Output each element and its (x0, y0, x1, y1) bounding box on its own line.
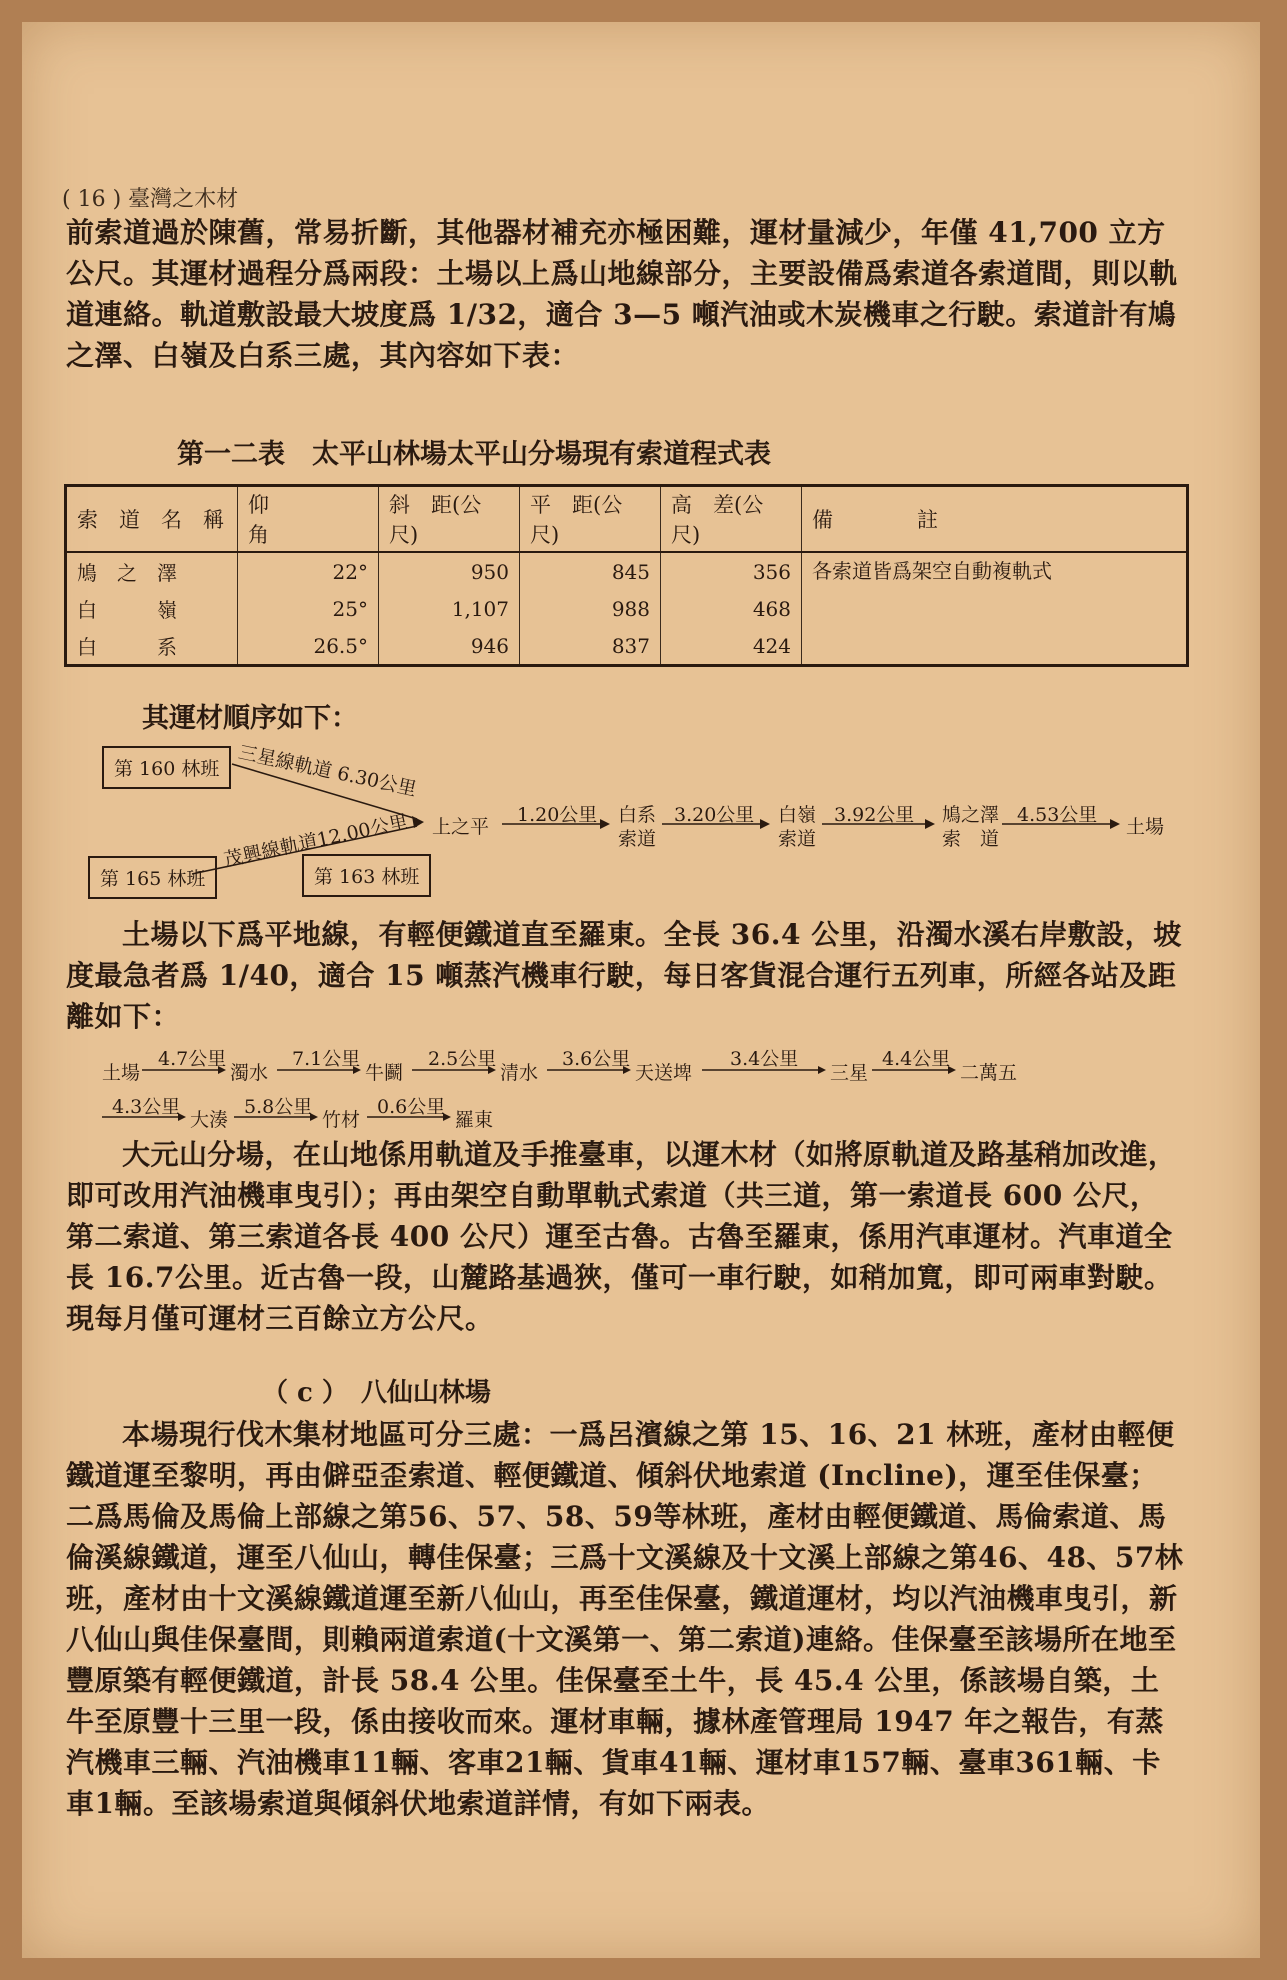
page-header (62, 182, 238, 213)
dist-2: 3.20公里 (674, 804, 755, 826)
node-baixi-sub: 索道 (618, 828, 657, 850)
cell-name: 鳩 之 澤 (66, 552, 238, 590)
paragraph-3: 大元山分場，在山地係用軌道及手推臺車，以運木材（如將原軌道及路基稍加改進，即可改用汽油機車曳引）；再由架空自動單軌式索道（共三道，第一索道長 600 公尺，第二索道、第三索道各長 400 公尺）運至古魯。古魯至羅東，係用汽車運材。汽車道全長 16.7公里。近古魯一段，山麓路基過狹，僅可一車行駛，如稍加寬，即可兩車對駛。現每月僅可運材三百餘立方公尺。 (66, 1138, 1177, 1335)
cell-slope: 946 (379, 627, 520, 666)
cell-note: 各索道皆爲架空自動複軌式 (802, 552, 1188, 666)
cell-name: 白 系 (66, 627, 238, 666)
cell-slope: 950 (379, 552, 520, 590)
node-jiuzhize: 鳩之澤 (942, 804, 1000, 826)
forest-block-165-box: 第 165 林班 (88, 856, 217, 899)
distance: 3.6公里 (562, 1048, 631, 1070)
dist-3: 3.92公里 (834, 804, 915, 826)
distance: 7.1公里 (292, 1048, 361, 1070)
node-baixi: 白系 (618, 804, 657, 826)
sanxing-railway-label: 三星線軌道 6.30公里 (236, 741, 419, 801)
station: 大湊 (190, 1109, 229, 1131)
cell-height: 468 (661, 590, 802, 627)
cell-horizontal: 988 (520, 590, 661, 627)
col-slope: 斜 距(公尺) (379, 486, 520, 553)
station: 竹材 (322, 1109, 361, 1131)
document-page (22, 22, 1260, 1958)
flow-intro: 其運材順序如下： (142, 703, 358, 734)
station: 清水 (500, 1062, 539, 1084)
distance: 2.5公里 (428, 1048, 497, 1070)
dist-4: 4.53公里 (1017, 804, 1098, 826)
node-bailing: 白嶺 (778, 804, 817, 826)
forest-block-163-box: 第 163 林班 (302, 854, 431, 897)
col-height: 高 差(公尺) (661, 486, 802, 553)
paragraph-4: 本場現行伐木集材地區可分三處：一爲呂濱線之第 15、16、21 林班，產材由輕便鐵道運至黎明，再由僻亞歪索道、輕便鐵道、傾斜伏地索道 (Incline)，運至佳保臺；二爲馬倫及馬倫上部線之第56、57、58、59等林班，產材由輕便鐵道、馬倫索道、馬倫溪線鐵道，運至八仙山，轉佳保臺；三爲十文溪線及十文溪上部線之第46、48、57林班，產材由十文溪線鐵道運至新八仙山，再至佳保臺，鐵道運材，均以汽油機車曳引，新八仙山與佳保臺間，則賴兩道索道(十文溪第一、第二索道)連絡。佳保臺至該場所在地至豐原築有輕便鐵道，計長 58.4 公里。佳保臺至土牛，長 45.4 公里，係該場自築，土牛至原豐十三里一段，係由接收而來。運材車輛，據林產管理局 1947 年之報告，有蒸汽機車三輛、汽油機車11輛、客車21輛、貨車41輛、運材車157輛、臺車361輛、卡車1輛。至該場索道與傾斜伏地索道詳情，有如下兩表。 (66, 1418, 1184, 1820)
page-number: ( 16 ) (62, 187, 122, 212)
cell-height: 424 (661, 627, 802, 666)
cell-horizontal: 837 (520, 627, 661, 666)
col-horizontal: 平 距(公尺) (520, 486, 661, 553)
running-title: 臺灣之木材 (128, 187, 239, 212)
paragraph-2: 土場以下爲平地線，有輕便鐵道直至羅東。全長 36.4 公里，沿濁水溪右岸敷設，坡度最急者爲 1/40，適合 15 噸蒸汽機車行駛，每日客貨混合運行五列車，所經各站及距離如下： (66, 918, 1182, 1033)
transport-flow-diagram (62, 734, 1212, 909)
section-heading-c: （ c ） 八仙山林場 (262, 1378, 491, 1408)
route-arrows (62, 1042, 1212, 1142)
cell-name: 白 嶺 (66, 590, 238, 627)
node-bailing-sub: 索道 (778, 828, 817, 850)
cell-angle: 22° (238, 552, 379, 590)
distance: 5.8公里 (244, 1096, 313, 1118)
cell-angle: 25° (238, 590, 379, 627)
station: 土場 (102, 1062, 141, 1084)
station: 牛鬬 (365, 1062, 404, 1084)
station: 三星 (830, 1062, 869, 1084)
station: 二萬五 (960, 1062, 1018, 1084)
node-jiuzhize-sub: 索 道 (942, 828, 1000, 850)
col-angle: 仰 角 (238, 486, 379, 553)
table-caption: 第一二表 太平山林場太平山分場現有索道程式表 (177, 439, 771, 470)
col-name: 索 道 名 稱 (66, 486, 238, 553)
cell-slope: 1,107 (379, 590, 520, 627)
cableway-table (64, 484, 1189, 667)
dist-1: 1.20公里 (517, 804, 598, 826)
station: 羅東 (455, 1109, 494, 1131)
station: 濁水 (230, 1062, 269, 1084)
station: 天送埤 (635, 1062, 693, 1084)
col-note: 備 註 (802, 486, 1188, 553)
maoxing-railway-label: 茂興線軌道12.00公里 (222, 810, 410, 872)
table-header-row (66, 486, 1188, 553)
distance: 4.3公里 (112, 1096, 181, 1118)
cell-height: 356 (661, 552, 802, 590)
station-route-diagram (62, 1042, 1212, 1142)
node-shangzhiping: 上之平 (432, 816, 490, 838)
distance: 4.7公里 (158, 1048, 227, 1070)
table-row (66, 552, 1188, 590)
distance: 3.4公里 (730, 1048, 799, 1070)
node-tuchang: 土場 (1126, 816, 1165, 838)
forest-block-160-box: 第 160 林班 (102, 746, 231, 789)
paragraph-1: 前索道過於陳舊，常易折斷，其他器材補充亦極困難，運材量減少，年僅 41,700 立方公尺。其運材過程分爲兩段：土場以上爲山地線部分，主要設備爲索道各索道間，則以軌道連絡。軌道敷設最大坡度爲 1/32，適合 3—5 噸汽油或木炭機車之行駛。索道計有鳩之澤、白嶺及白系三處，其內容如下表： (66, 216, 1178, 372)
distance: 0.6公里 (377, 1096, 446, 1118)
cell-angle: 26.5° (238, 627, 379, 666)
cell-horizontal: 845 (520, 552, 661, 590)
distance: 4.4公里 (882, 1048, 951, 1070)
